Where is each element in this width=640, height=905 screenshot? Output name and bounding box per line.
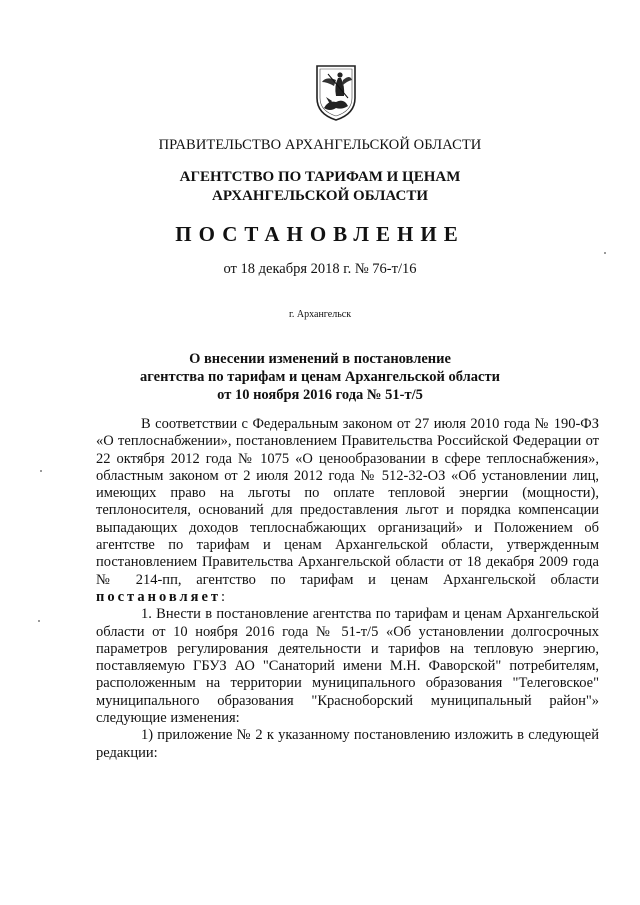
coat-of-arms-emblem — [314, 64, 358, 122]
document-date-number: от 18 декабря 2018 г. № 76-т/16 — [223, 261, 417, 277]
preamble-end: : — [221, 588, 226, 605]
scan-speck — [40, 470, 42, 472]
resolves-keyword: постановляет — [96, 588, 222, 605]
city: г. Архангельск — [288, 309, 352, 320]
title-line-3: от 10 ноября 2016 года № 51-т/5 — [217, 387, 423, 403]
document-title — [0, 350, 640, 404]
document-type: ПОСТАНОВЛЕНИЕ — [175, 222, 465, 246]
agency-name-line-2: АРХАНГЕЛЬСКОЙ ОБЛАСТИ — [212, 188, 428, 204]
paragraph-subitem-1: 1) приложение № 2 к указанному постановлению изложить в следующей редакции: — [96, 727, 599, 761]
government-name: ПРАВИТЕЛЬСТВО АРХАНГЕЛЬСКОЙ ОБЛАСТИ — [158, 137, 482, 153]
preamble-text: В соответствии с Федеральным законом от 27 июля 2010 года № 190-ФЗ «О теплоснабжении», постановлением Правительства Российской Федерации от 22 октября 2012 года № 1075 «О ценообразовании в сфере теплоснабжения», областным законом от 2 июля 2012 года № 512-32-ОЗ «Об установлении лиц, имеющих право на льготы по оплате тепловой энергии (мощности), теплоносителя, оснований для предоставления льгот и порядка компенсации выпадающих доходов теплоснабжающих организаций» и Положением об агентстве по тарифам и ценам Архангельской области, утвержденным постановлением Правительства Архангельской области от 18 декабря 2009 года № 214-пп, агентство по тарифам и ценам Архангельской области — [96, 416, 599, 588]
document-body — [96, 416, 599, 762]
title-line-2: агентства по тарифам и ценам Архангельской области — [140, 369, 500, 385]
paragraph-item-1: 1. Внести в постановление агентства по тарифам и ценам Архангельской области от 10 ноября 2016 года № 51-т/5 «Об установлении долгосрочных параметров регулирования деятельности и тарифов на тепловую энергию, поставляемую ГБУЗ АО "Санаторий имени М.Н. Фаворской" потребителям, расположенным на территории муниципального образования "Телеговское" муниципального образования "Красноборский муниципальный район"» следующие изменения: — [96, 606, 599, 727]
paragraph-preamble — [96, 416, 599, 606]
title-line-1: О внесении изменений в постановление — [189, 351, 451, 367]
scan-speck — [604, 252, 606, 254]
agency-name — [0, 168, 640, 206]
agency-name-line-1: АГЕНТСТВО ПО ТАРИФАМ И ЦЕНАМ — [179, 169, 461, 185]
scan-speck — [38, 620, 40, 622]
